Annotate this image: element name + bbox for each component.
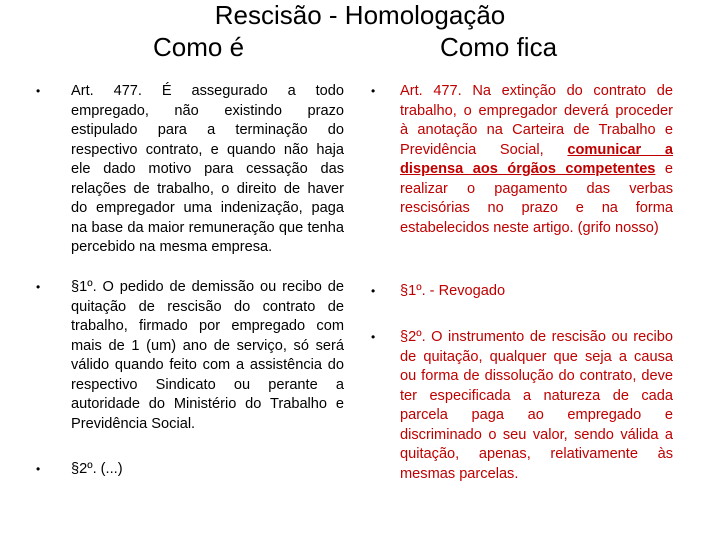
list-item <box>371 82 673 238</box>
list-item <box>36 460 344 480</box>
list-item <box>36 82 344 258</box>
left-heading: Como é <box>153 32 245 62</box>
art-477-new-emphasis: comunicar a dispensa aos órgãos competentes <box>400 141 673 177</box>
bullet-icon: • <box>371 330 376 344</box>
bullet-icon: • <box>36 280 41 294</box>
bullet-icon: • <box>371 84 376 98</box>
paragraph-2-text: §2º. (...) <box>71 461 123 477</box>
list-item <box>36 278 344 434</box>
art-477-new-after: e realizar o pagamento das verbas rescisórias no prazo e na forma estabelecidos neste artigo. (grifo nosso) <box>400 161 673 236</box>
art-477-text: Art. 477. É assegurado a todo empregado, não existindo prazo estipulado para a terminação do respectivo contrato, e quando não haja ele dado motivo para cessação das relações de trabalho, o direito de haver do empregador uma indenização, paga na base da maior remuneração que tenha percebido na mesma empresa. <box>71 83 344 255</box>
paragraph-2-new-text: §2º. O instrumento de rescisão ou recibo de quitação, qualquer que seja a causa ou forma de dissolução do contrato, deve ter especificada a natureza de cada parcela paga ao empregado e discriminado o seu valor, sendo válida a quitação, apenas, relativamente às mesmas parcelas. <box>400 329 673 482</box>
list-item <box>371 282 673 302</box>
slide-title: Rescisão - Homologação <box>214 0 506 30</box>
art-477-new-before: Art. 477. Na extinção do contrato de trabalho, o empregador deverá proceder à anotação na Carteira de Trabalho e Previdência Social, <box>400 83 673 158</box>
right-heading: Como fica <box>440 32 558 62</box>
bullet-icon: • <box>36 462 41 476</box>
bullet-icon: • <box>36 84 41 98</box>
paragraph-1-revoked-text: §1º. - Revogado <box>400 283 506 299</box>
paragraph-1-text: §1º. O pedido de demissão ou recibo de quitação de rescisão do contrato de trabalho, firmado por empregado com mais de 1 (um) ano de serviço, só será válido quando feito com a assistência do respectivo Sindicato ou perante a autoridade do Ministério do Trabalho e Previdência Social. <box>71 279 344 432</box>
bullet-icon: • <box>371 284 376 298</box>
list-item <box>371 328 673 484</box>
art-477-new-text <box>400 82 673 238</box>
